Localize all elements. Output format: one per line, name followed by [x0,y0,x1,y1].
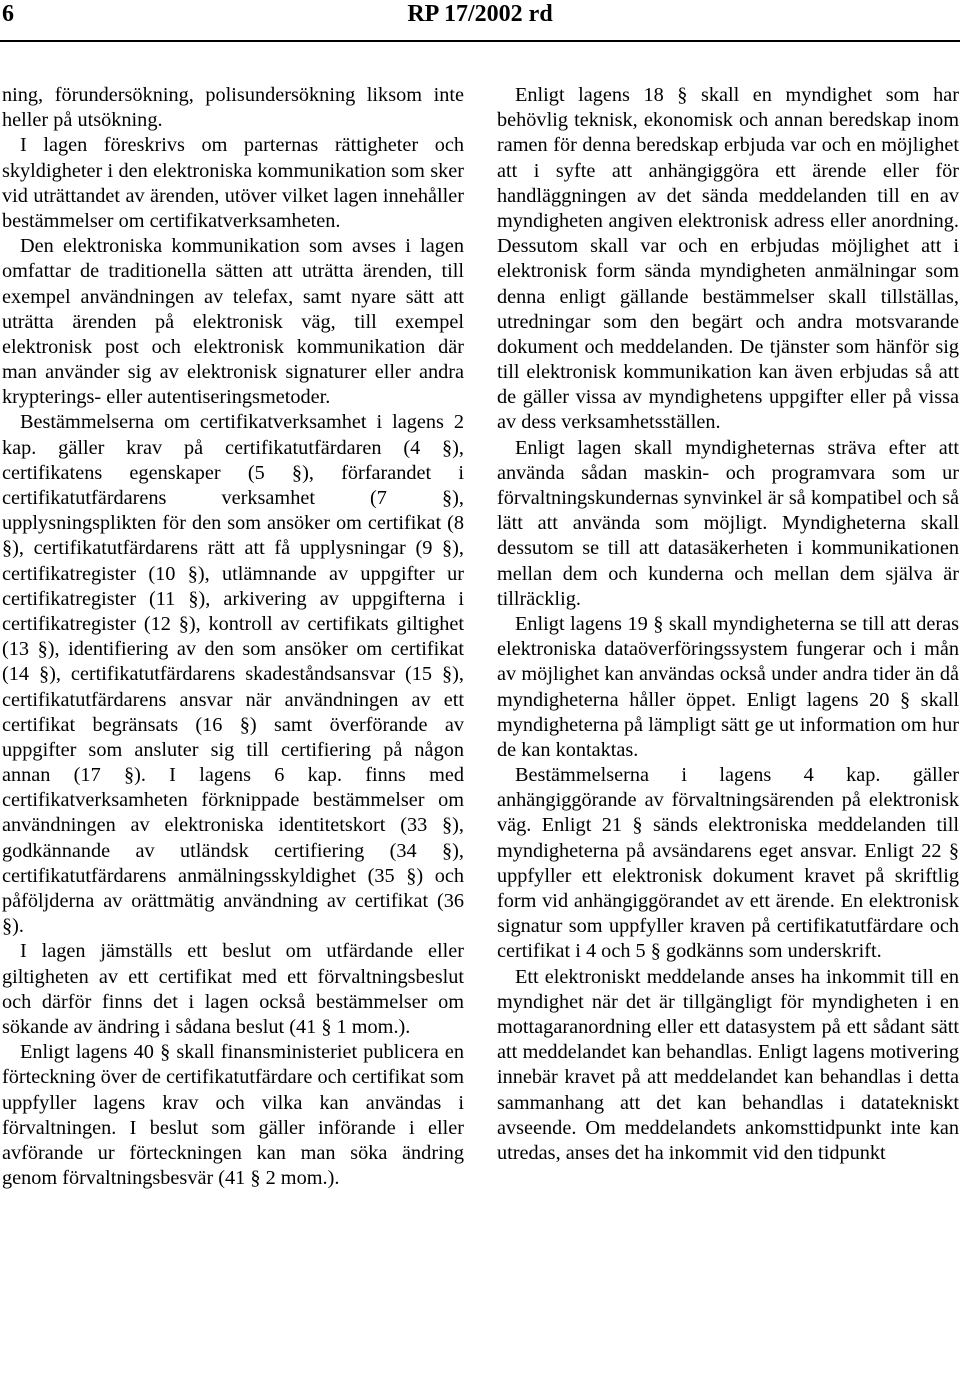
document-id: RP 17/2002 rd [407,1,553,27]
page-number: 6 [2,1,14,27]
paragraph: ning, förundersökning, polisundersökning liksom inte heller på utsökning. [2,84,464,132]
paragraph: Enligt lagens 19 § skall myndigheterna se till att deras elektroniska dataöverföringssystem fungerar och i mån av möjlighet kan användas också under andra tider än då myndigheterna håller öppet. Enligt lagens 20 § skall myndigheterna på lämpligt sätt ge ut information om hur de kan kontaktas. [497,612,959,761]
header-divider [0,40,960,42]
page-header [0,0,960,30]
paragraph: Enligt lagens 40 § skall finansministeriet publicera en förteckning över de certifikatutfärdare och certifikat som uppfyller lagens krav och vilka kan användas i förvaltningen. I beslut som gäller införande i eller avförande ur förteckningen kan man söka ändring genom förvaltningsbesvär (41 § 2 mom.). [2,1041,464,1190]
paragraph: Bestämmelserna i lagens 4 kap. gäller anhängiggörande av förvaltningsärenden på elektronisk väg. Enligt 21 § sänds elektroniska meddelanden till myndigheterna på avsändarens eget ansvar. Enligt 22 § uppfyller ett elektronisk dokument kravet på skriftlig form vid anhängiggörandet av ett ärende. En elektronisk signatur som uppfyller kraven på certifikatutfärdare och certifikat i 4 och 5 § godkänns som underskrift. [497,764,959,963]
paragraph: I lagen föreskrivs om parternas rättigheter och skyldigheter i den elektroniska kommunikation som sker vid uträttandet av ärenden, utöver vilket lagen innehåller bestämmelser om certifikatverksamheten. [2,134,464,232]
left-column [2,83,464,1191]
paragraph: Bestämmelserna om certifikatverksamhet i lagens 2 kap. gäller krav på certifikatutfärdaren (4 §), certifikatens egenskaper (5 §), förfarandet i certifikatutfärdarens verksamhet (7 §), upplysningsplikten för den som ansöker om certifikat (8 §), certifikatutfärdarens rätt att få upplysningar (9 §), certifikatregister (10 §), utlämnande av uppgifter ur certifikatregister (11 §), arkivering av uppgifterna i certifikatregister (12 §), kontroll av certifikats giltighet (13 §), identifiering av den som ansöker om certifikat (14 §), certifikatutfärdarens skadeståndsansvar (15 §), certifikatutfärdarens ansvar när användningen av ett certifikat begränsats (16 §) samt överförande av uppgifter som ansluter sig till certifiering på någon annan (17 §). I lagens 6 kap. finns med certifikatverksamheten förknippade bestämmelser om användningen av elektroniska identitetskort (33 §), godkännande av utländsk certifiering (34 §), certifikatutfärdarens anmälningsskyldighet (35 §) och påföljderna av orättmätig användning av certifikat (36 §). [2,411,464,938]
right-column [497,83,959,1166]
paragraph: Enligt lagens 18 § skall en myndighet som har behövlig teknisk, ekonomisk och annan beredskap inom ramen för denna beredskap erbjuda var och en möjlighet att i syfte att anhängiggöra ett ärende eller för handläggningen av det sända meddelanden till en av myndigheten angiven elektronisk adress eller anordning. Dessutom skall var och en erbjudas möjlighet att i elektronisk form sända myndigheten anmälningar som denna enligt gällande bestämmelser skall tillställas, utredningar som den begärt och andra motsvarande dokument och meddelanden. De tjänster som hänför sig till elektronisk kommunikation kan även erbjudas så att de gäller vissa av myndighetens uppgifter eller på vissa av dess verksamhetsställen. [497,84,959,434]
paragraph: Enligt lagen skall myndigheternas sträva efter att använda sådan maskin- och programvara som ur förvaltningskundernas synvinkel är så kompatibel och så lätt att använda som möjligt. Myndigheterna skall dessutom se till att datasäkerheten i kommunikationen mellan dem och kunderna och mellan dem själva är tillräcklig. [497,436,959,610]
paragraph: Den elektroniska kommunikation som avses i lagen omfattar de traditionella sätten att uträtta ärenden, till exempel användningen av telefax, samt nyare sätt att uträtta ärenden på elektronisk väg, till exempel elektronisk post och elektronisk kommunikation där man använder sig av elektronisk signaturer eller andra krypterings- eller autentiseringsmetoder. [2,235,464,409]
paragraph: I lagen jämställs ett beslut om utfärdande eller giltigheten av ett certifikat med ett förvaltningsbeslut och därför finns det i lagen också bestämmelser om sökande av ändring i sådana beslut (41 § 1 mom.). [2,940,464,1038]
paragraph: Ett elektroniskt meddelande anses ha inkommit till en myndighet när det är tillgängligt för myndigheten i en mottagaranordning eller ett datasystem på ett sådant sätt att meddelandet kan behandlas. Enligt lagens motivering innebär kravet på att meddelandet kan behandlas i detta sammanhang att det kan behandlas i datatekniskt avseende. Om meddelandets ankomsttidpunkt inte kan utredas, anses det ha inkommit vid den tidpunkt [497,965,959,1164]
